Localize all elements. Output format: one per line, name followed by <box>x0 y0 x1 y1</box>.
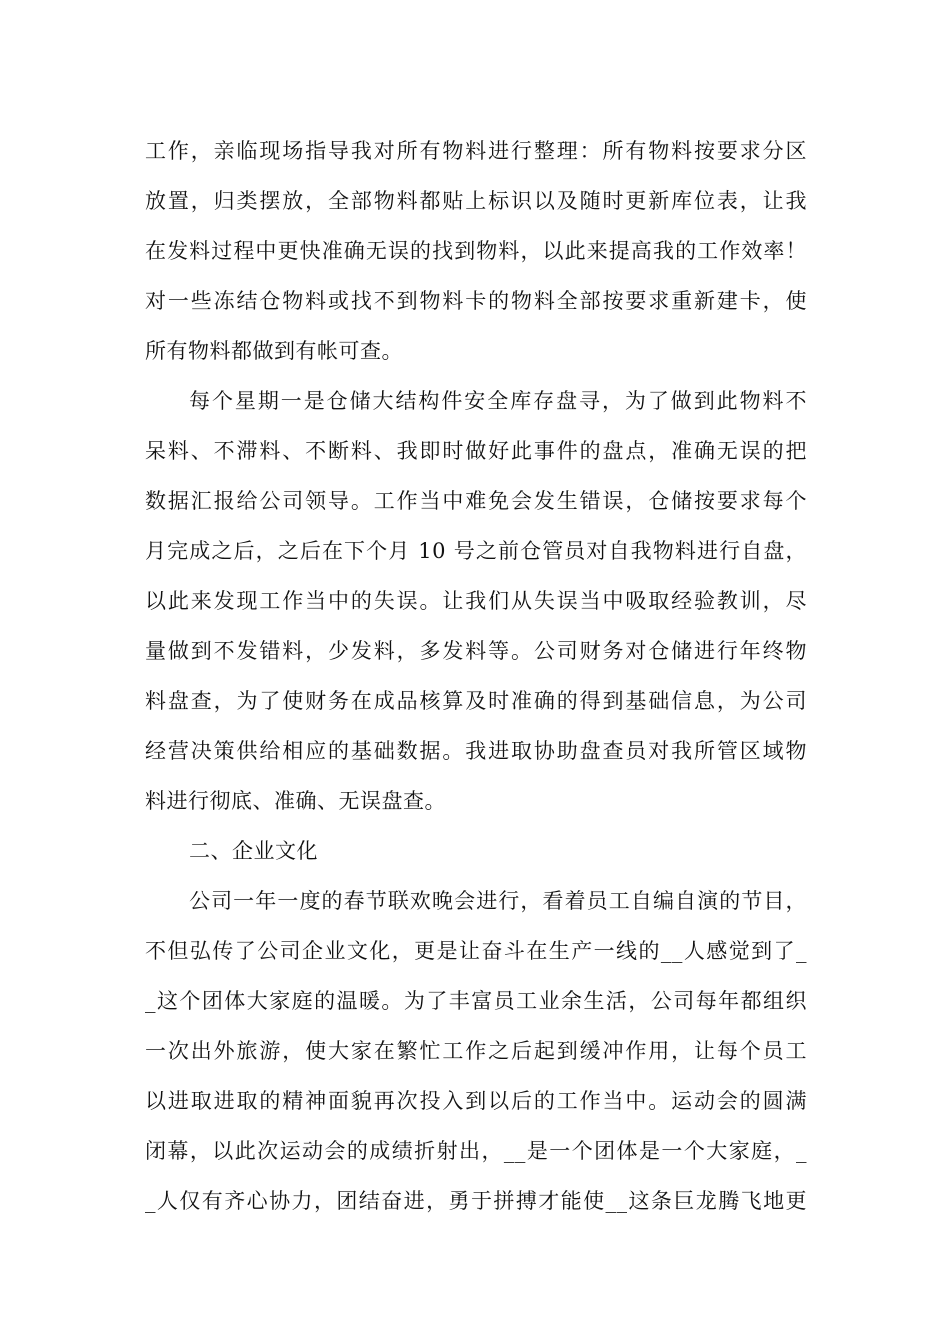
text-line: 不但弘传了公司企业文化，更是让奋斗在生产一线的__人感觉到了_ <box>145 939 807 963</box>
text-line: _这个团体大家庭的温暖。为了丰富员工业余生活，公司每年都组织 <box>145 989 807 1013</box>
text-line: 工作，亲临现场指导我对所有物料进行整理：所有物料按要求分区 <box>145 139 807 163</box>
text-line: _人仅有齐心协力，团结奋进，勇于拼搏才能使__这条巨龙腾飞地更 <box>145 1189 807 1213</box>
document-body <box>145 126 807 1226</box>
text-line: 在发料过程中更快准确无误的找到物料，以此来提高我的工作效率！ <box>145 239 807 263</box>
text-line: 经营决策供给相应的基础数据。我进取协助盘查员对我所管区域物 <box>145 739 807 763</box>
text-line: 所有物料都做到有帐可查。 <box>145 339 403 363</box>
text-line: 以此来发现工作当中的失误。让我们从失误当中吸取经验教训，尽 <box>145 589 807 613</box>
text-line: 量做到不发错料，少发料，多发料等。公司财务对仓储进行年终物 <box>145 639 807 663</box>
text-line: 放置，归类摆放，全部物料都贴上标识以及随时更新库位表，让我 <box>145 189 807 213</box>
text-line: 以进取进取的精神面貌再次投入到以后的工作当中。运动会的圆满 <box>145 1089 807 1113</box>
text-line: 数据汇报给公司领导。工作当中难免会发生错误，仓储按要求每个 <box>145 489 807 513</box>
text-line: 呆料、不滞料、不断料、我即时做好此事件的盘点，准确无误的把 <box>145 439 807 463</box>
paragraph-first-line: 公司一年一度的春节联欢晚会进行，看着员工自编自演的节目， <box>189 889 807 913</box>
text-line: 料盘查，为了使财务在成品核算及时准确的得到基础信息，为公司 <box>145 689 807 713</box>
text-line: 对一些冻结仓物料或找不到物料卡的物料全部按要求重新建卡，使 <box>145 289 807 313</box>
text-line: 料进行彻底、准确、无误盘查。 <box>145 789 446 813</box>
section-heading: 二、企业文化 <box>189 839 318 863</box>
text-line: 闭幕，以此次运动会的成绩折射出，__是一个团体是一个大家庭，_ <box>145 1139 807 1163</box>
paragraph-first-line: 每个星期一是仓储大结构件安全库存盘寻，为了做到此物料不 <box>189 389 807 413</box>
text-line: 月完成之后，之后在下个月 10 号之前仓管员对自我物料进行自盘， <box>145 539 807 563</box>
text-line: 一次出外旅游，使大家在繁忙工作之后起到缓冲作用，让每个员工 <box>145 1039 807 1063</box>
